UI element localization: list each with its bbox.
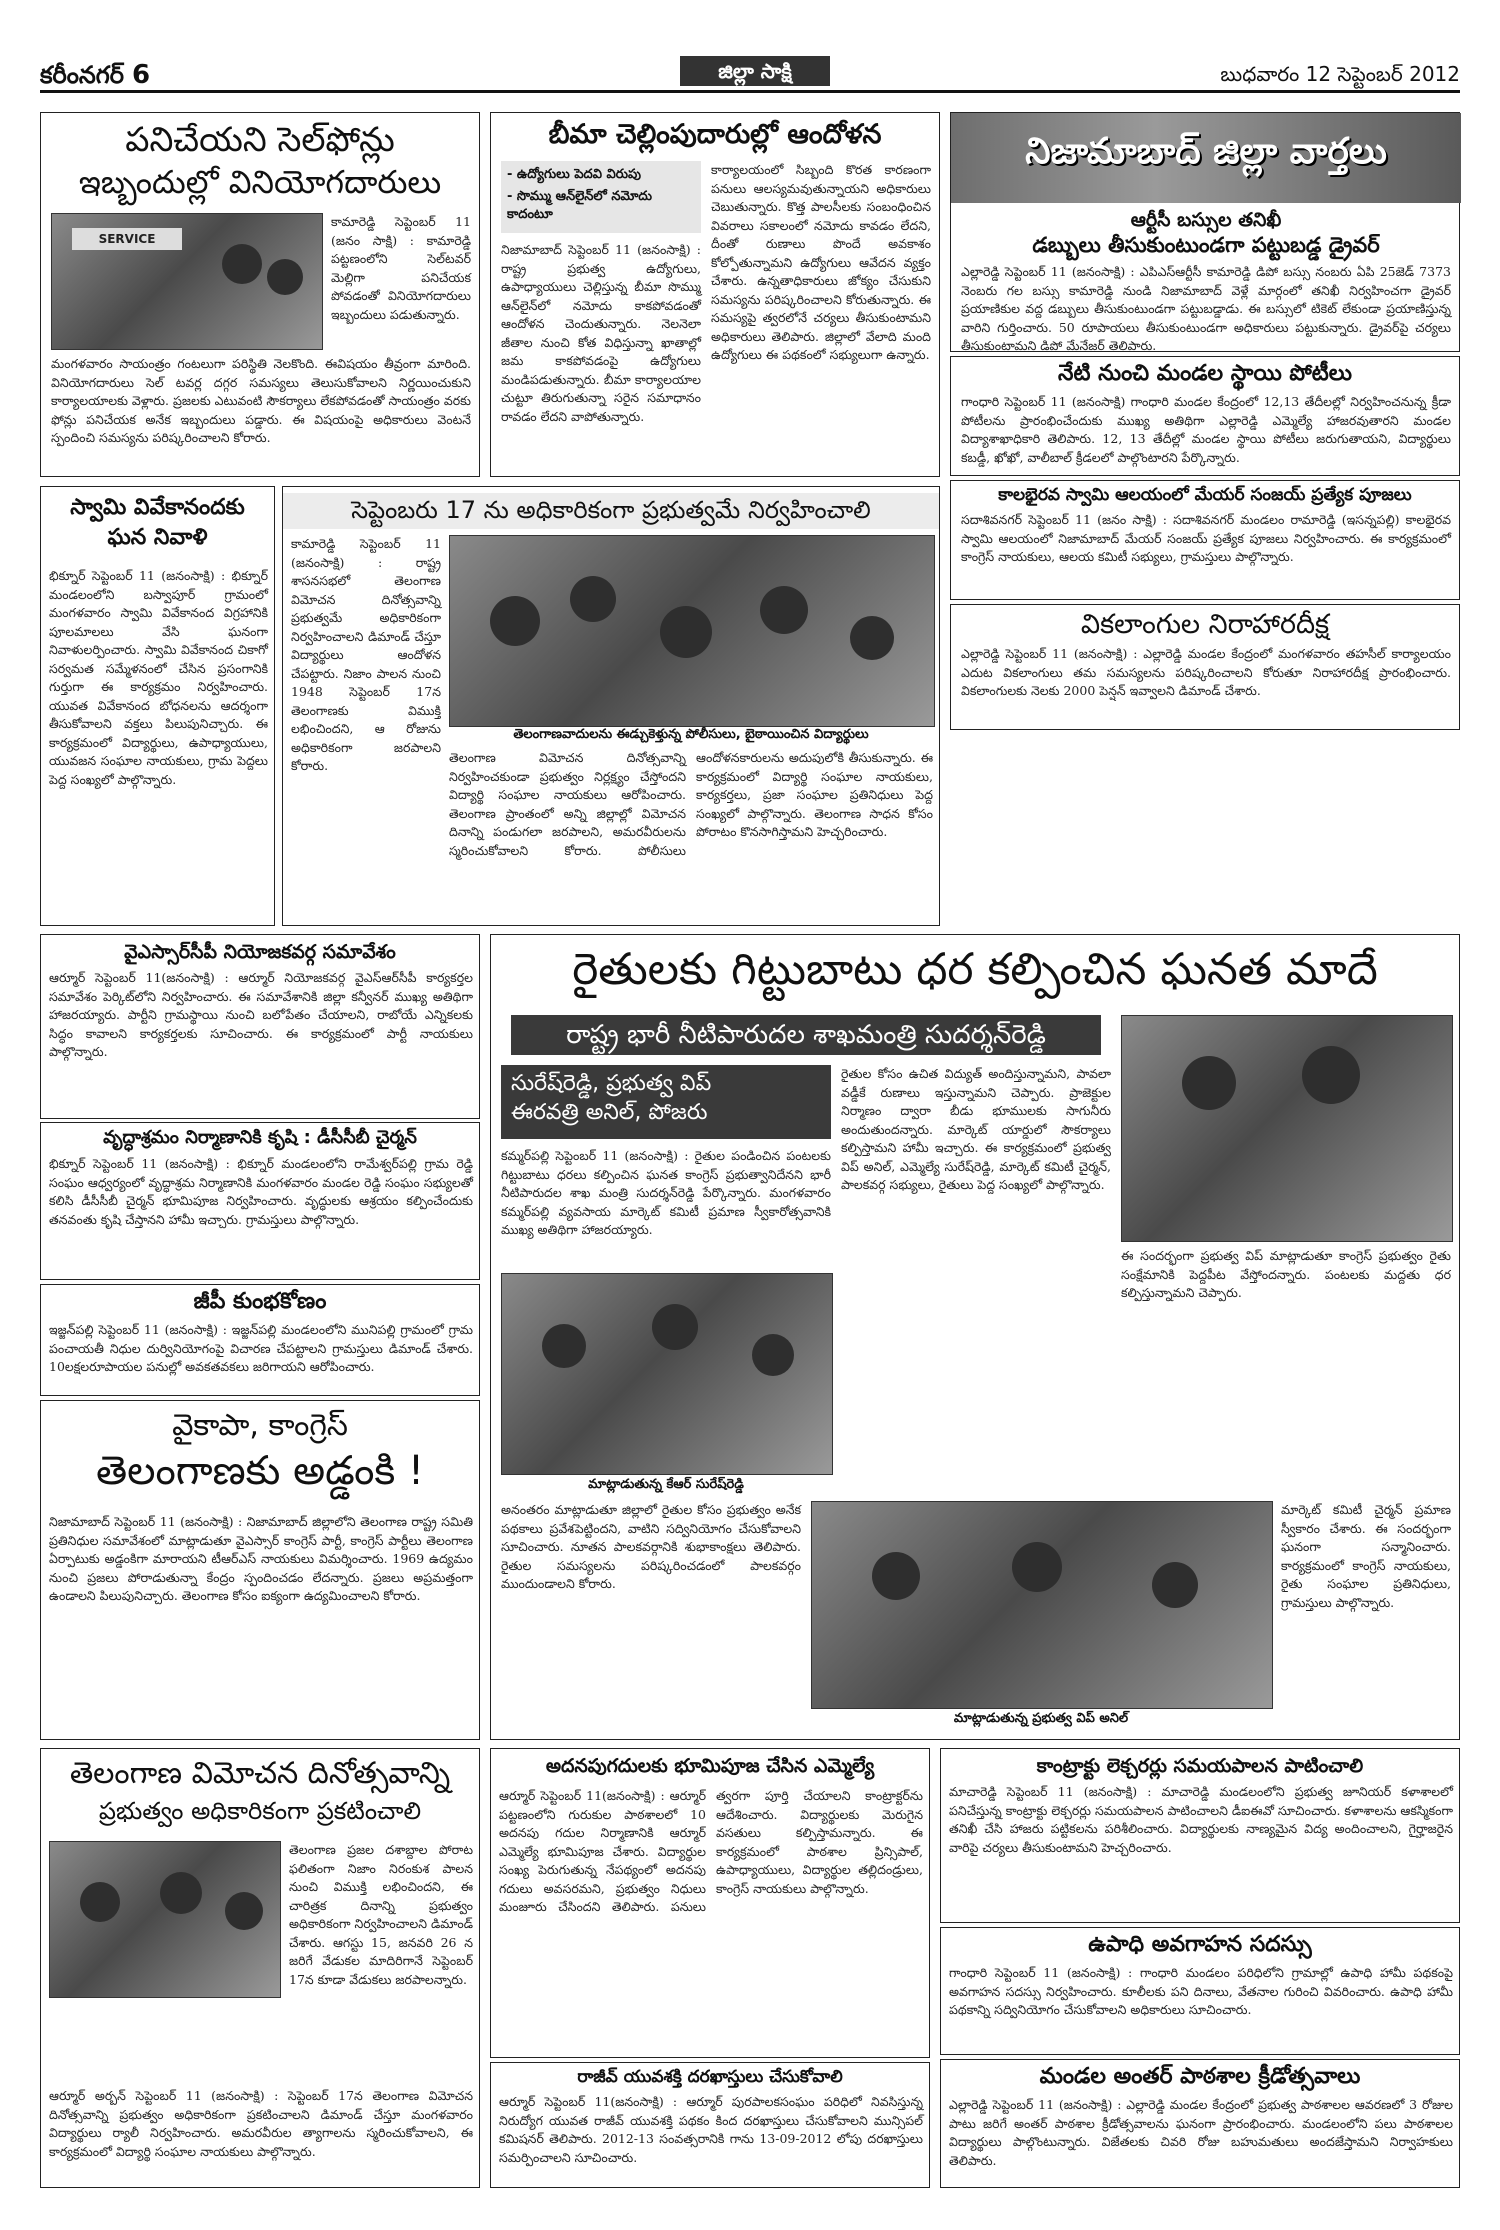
body-cellphones: మంగళవారం సాయంత్రం గంటలుగా పరిస్థితి నెలకొంది. ఈవిషయం తీవ్రంగా మారింది. వినియోగదారులు సెల్ టవర్ల దగ్గర సమస్యలు తెలుసుకోవాలని నిర్ణయించుకుని కార్యాలయాలకు వెళ్లారు. ప్రజలకు ఎటువంటి సౌకర్యాలు లేకపోవడంతో సాయంత్రం వరకు ఫోన్లు పనిచేయక అనేక ఇబ్బందులు పడ్డారు. ఈ విషయంపై అధికారులు వెంటనే స్పందించి సమస్యను పరిష్కరించాలని కోరారు.	[51, 356, 471, 445]
article-sept17	[282, 486, 940, 926]
body-inter-school-sports: ఎల్లారెడ్డి సెప్టెంబర్ 11 (జనంసాక్షి) : ఎల్లారెడ్డి మండల కేంద్రంలో ప్రభుత్వ పాఠశాలల ఆవరణలో 3 రోజుల పాటు జరిగే అంతర్ పాఠశాల క్రీడోత్సవాలను ఘనంగా ప్రారంభించారు. మండలంలోని పలు పాఠశాలల విద్యార్థులు పాల్గొంటున్నారు. విజేతలకు చివరి రోజు బహుమతులు అందజేస్తామని నిర్వాహకులు తెలిపారు.	[949, 2097, 1453, 2168]
body-farmers-bottom: అనంతరం మాట్లాడుతూ జిల్లాలో రైతుల కోసం ప్రభుత్వం అనేక పథకాలు ప్రవేశపెట్టిందని, వాటిని సద్వినియోగం చేసుకోవాలని సూచించారు. నూతన పాలకవర్గానికి శుభాకాంక్షలు తెలిపారు. రైతుల సమస్యలను పరిష్కరించడంలో పాలకవర్గం ముందుండాలని కోరారు.	[501, 1502, 801, 1591]
photo-speech-anil	[811, 1501, 1273, 1709]
headline-mandal-sports: నేటి నుంచి మండల స్థాయి పోటీలు	[1058, 361, 1352, 386]
article-kalabhairava	[950, 480, 1460, 600]
sidebar-speakers	[501, 1065, 831, 1139]
caption-speech-suresh: మాట్లాడుతున్న కేఆర్ సురేష్‌రెడ్డి	[588, 1477, 744, 1492]
caption-student-protest: తెలంగాణవాదులను ఈడ్చుకెళ్తున్న పోలీసులు, బైఠాయించిన విద్యార్థులు	[513, 727, 869, 742]
headline-old-age-home: వృద్ధాశ్రమం నిర్మాణానికి కృషి : డీసీసీబీ చైర్మన్	[103, 1127, 417, 1148]
body-liberation-day: ఆర్మూర్ అర్బన్ సెప్టెంబర్ 11 (జనంసాక్షి) : సెప్టెంబర్ 17న తెలంగాణ విమోచన దినోత్సవాన్ని ప్రభుత్వం అధికారికంగా ప్రకటించాలని డిమాండ్ చేస్తూ మంగళవారం విద్యార్థులు ర్యాలీ నిర్వహించారు. అమరవీరుల త్యాగాలను స్మరించుకోవాలని, ఈ కార్యక్రమంలో విద్యార్థి సంఘాల నాయకులు పాల్గొన్నారు.	[49, 2088, 473, 2159]
issue-date: బుధవారం 12 సెప్టెంబర్ 2012	[1220, 62, 1460, 86]
insurance-bullet-2: - సొమ్ము ఆన్‌లైన్‌లో నమోదు కాదంటూ	[507, 189, 653, 222]
article-inter-school-sports	[940, 2059, 1460, 2188]
body-contract-lecturers: మాచారెడ్డి సెప్టెంబర్ 11 (జనంసాక్షి) : మాచారెడ్డి మండలంలోని ప్రభుత్వ జూనియర్ కళాశాలలో పనిచేస్తున్న కాంట్రాక్టు లెక్చరర్లు సమయపాలన పాటించాలని డీఐఈవో సూచించారు. కళాశాలను ఆకస్మికంగా తనిఖీ చేసి హాజరు పట్టికలను పరిశీలించారు. విద్యార్థులకు నాణ్యమైన విద్య అందించాలని, గైర్హాజరైన వారిపై చర్యలు తీసుకుంటామని హెచ్చరించారు.	[949, 1784, 1453, 1855]
body-farmers-left: కమ్మర్‌పల్లి సెప్టెంబర్ 11 (జనంసాక్షి) : రైతుల పండించిన పంటలకు గిట్టుబాటు ధరలు కల్పించిన ఘనత కాంగ్రెస్ ప్రభుత్వానిదేనని భారీ నీటిపారుదల శాఖ మంత్రి సుదర్శన్‌రెడ్డి పేర్కొన్నారు. మంగళవారం కమ్మర్‌పల్లి వ్యవసాయ మార్కెట్ కమిటీ ప్రమాణ స్వీకారోత్సవానికి ముఖ్య అతిథిగా హాజరయ్యారు.	[501, 1148, 831, 1237]
headline-liberation-day-2: ప్రభుత్వం అధికారికంగా ప్రకటించాలి	[98, 1796, 422, 1825]
caption-speech-anil: మాట్లాడుతున్న ప్రభుత్వ విప్ అనిల్	[953, 1711, 1129, 1726]
body-upadhi-awareness: గాంధారి సెప్టెంబర్ 11 (జనంసాక్షి) : గాంధారి మండలం పరిధిలోని గ్రామాల్లో ఉపాధి హామీ పథకంపై అవగాహన సదస్సు నిర్వహించారు. కూలీలకు పని దినాలు, వేతనాల గురించి వివరించారు. ఉపాధి హామీ పథకాన్ని సద్వినియోగం చేసుకోవాలని అధికారులు సూచించారు.	[949, 1965, 1453, 2017]
body-mandal-sports: గాంధారి సెప్టెంబర్ 11 (జనంసాక్షి) గాంధారి మండల కేంద్రంలో 12,13 తేదీలల్లో నిర్వహించనున్న క్రీడా పోటీలను ప్రారంభించేందుకు ముఖ్య అతిథిగా ఎల్లారెడ్డి ఎమ్మెల్యే హాజరవుతారని మండల విద్యాశాఖాధికారి తెలిపారు. 12, 13 తేదీల్లో మండల స్థాయి పోటీలు జరుగుతాయని, విద్యార్థులు కబడ్డీ, ఖోఖో, వాలీబాల్ క్రీడలలో పాల్గొంటారని పేర్కొన్నారు.	[961, 394, 1451, 465]
photo-cellphone-shop	[51, 213, 323, 350]
headline-contract-lecturers: కాంట్రాక్టు లెక్చరర్లు సమయపాలన పాటించాలి	[1036, 1755, 1364, 1777]
body-old-age-home: భిక్నూర్ సెప్టెంబర్ 11 (జనంసాక్షి) : భిక్నూర్ మండలంలోని రామేశ్వర్‌పల్లి గ్రామ రెడ్డి సంఘం ఆధ్వర్యంలో వృద్ధాశ్రమ నిర్మాణానికి మంగళవారం మండల రెడ్డి సంఘం సభ్యులతో కలిసి డీసీసీబీ చైర్మన్ భూమిపూజ నిర్వహించారు. వృద్ధులకు ఆశ్రయం కల్పించేందుకు తనవంతు కృషి చేస్తానని హామీ ఇచ్చారు. గ్రామస్తులు పాల్గొన్నారు.	[49, 1156, 473, 1227]
photo-student-protest	[449, 535, 935, 727]
body-sept17-left: కామారెడ్డి సెప్టెంబర్ 11 (జనంసాక్షి) : రాష్ట్ర శాసనసభలో తెలంగాణ విమోచన దినోత్సవాన్ని ప్రభుత్వమే అధికారికంగా నిర్వహించాలని డిమాండ్ చేస్తూ విద్యార్థులు ఆందోళన చేపట్టారు. నిజాం పాలన నుంచి 1948 సెప్టెంబర్ 17న తెలంగాణకు విముక్తి లభించిందని, ఆ రోజును అధికారికంగా జరపాలని కోరారు.	[291, 536, 441, 773]
body-disabled-strike: ఎల్లారెడ్డి సెప్టెంబర్ 11 (జనంసాక్షి) : ఎల్లారెడ్డి మండల కేంద్రంలో మంగళవారం తహసీల్ కార్యాలయం ఎదుట వికలాంగులు తమ సమస్యలను పరిష్కరించాలని కోరుతూ నిరాహారదీక్ష ప్రారంభించారు. వికలాంగులకు నెలకు 2000 పెన్షన్ ఇవ్వాలని డిమాండ్ చేశారు.	[961, 646, 1451, 698]
headline-vivekananda-1: స్వామి వివేకానందకు	[70, 495, 245, 520]
article-contract-lecturers	[940, 1748, 1460, 1923]
headline-cellphones-2: ఇబ్బందుల్లో వినియోగదారులు	[78, 163, 442, 202]
headline-liberation-day-1: తెలంగాణ విమోచన దినోత్సవాన్ని	[69, 1756, 451, 1791]
body-gp-scam: ఇజ్జన్‌పల్లి సెప్టెంబర్ 11 (జనంసాక్షి) : ఇజ్జన్‌పల్లి మండలంలోని మునిపల్లి గ్రామంలో గ్రామ పంచాయతీ నిధుల దుర్వినియోగంపై విచారణ చేపట్టాలని గ్రామస్తులు డిమాండ్ చేశారు. 10లక్షలరూపాయల పనుల్లో అవకతవకలు జరిగాయని ఆరోపించారు.	[49, 1322, 473, 1374]
insurance-bullets	[501, 161, 701, 233]
body-ysrcp-meeting: ఆర్మూర్ సెప్టెంబర్ 11(జనంసాక్షి) : ఆర్మూర్ నియోజకవర్గ వైఎస్ఆర్‌సీపీ కార్యకర్తల సమావేశం పెర్కిట్‌లోని నిర్వహించారు. ఈ సమావేశానికి జిల్లా కన్వీనర్ ముఖ్య అతిథిగా హాజరయ్యారు. పార్టీని గ్రామస్థాయి నుంచి బలోపేతం చేయాలని, రాబోయే ఎన్నికలకు సిద్ధం కావాలని కార్యకర్తలకు సూచించారు. ఈ కార్యక్రమంలో పార్టీ నాయకులు పాల్గొన్నారు.	[49, 970, 473, 1059]
article-vivekananda	[40, 486, 275, 926]
headline-ysrcp-meeting: వైఎస్సార్‌సీపీ నియోజకవర్గ సమావేశం	[124, 941, 396, 963]
body-insurance-right: కార్యాలయంలో సిబ్బంది కొరత కారణంగా పనులు ఆలస్యమవుతున్నాయని అధికారులు చెబుతున్నారు. కొత్త పాలసీలకు సంబంధించిన వివరాలు సకాలంలో నమోదు కావడం లేదని, దీంతో రుణాలు పొందే అవకాశం కోల్పోతున్నామని ఉద్యోగులు ఆవేదన వ్యక్తం చేశారు. ఉన్నతాధికారులు జోక్యం చేసుకుని సమస్యను పరిష్కరించాలని కోరుతున్నారు. ఈ సమస్యపై త్వరలోనే చర్యలు తీసుకుంటామని అధికారులు తెలిపారు. జిల్లాలో వేలాది మంది ఉద్యోగులు ఈ పథకంలో సభ్యులుగా ఉన్నారు.	[711, 162, 931, 362]
article-disabled-strike	[950, 604, 1460, 730]
body-liberation-day-side: తెలంగాణ ప్రజల దశాబ్దాల పోరాట ఫలితంగా నిజాం నిరంకుశ పాలన నుంచి విముక్తి లభించిందని, ఈ చారిత్రక దినాన్ని ప్రభుత్వం అధికారికంగా నిర్వహించాలని డిమాండ్ చేశారు. ఆగస్టు 15, జనవరి 26 న జరిగే వేడుకల మాదిరిగానే సెప్టెంబర్ 17న కూడా వేడుకలు జరపాలన్నారు.	[289, 1842, 473, 1987]
body-classrooms: ఆర్మూర్ సెప్టెంబర్ 11(జనంసాక్షి) : ఆర్మూర్ పట్టణంలోని గురుకుల పాఠశాలలో 10 అదనపు గదుల నిర్మాణానికి ఆర్మూర్ ఎమ్మెల్యే భూమిపూజ చేశారు. విద్యార్థుల సంఖ్య పెరుగుతున్న నేపథ్యంలో అదనపు గదులు అవసరమని, ప్రభుత్వం నిధులు మంజూరు చేసిందని తెలిపారు. పనులు త్వరగా పూర్తి చేయాలని కాంట్రాక్టర్‌ను ఆదేశించారు. విద్యార్థులకు మెరుగైన వసతులు కల్పిస్తామన్నారు. ఈ కార్యక్రమంలో పాఠశాల ప్రిన్సిపాల్, ఉపాధ్యాయులు, విద్యార్థుల తల్లిదండ్రులు, కాంగ్రెస్ నాయకులు పాల్గొన్నారు.	[499, 1788, 923, 1914]
body-ysrcp-congress: నిజామాబాద్ సెప్టెంబర్ 11 (జనంసాక్షి) : నిజామాబాద్ జిల్లాలోని తెలంగాణ రాష్ట్ర సమితి ప్రతినిధుల సమావేశంలో మాట్లాడుతూ వైఎస్సార్ కాంగ్రెస్ పార్టీ, కాంగ్రెస్ పార్టీలు తెలంగాణ ఏర్పాటుకు అడ్డంకిగా మారాయని టీఆర్ఎస్ నాయకులు విమర్శించారు. 1969 ఉద్యమం నుంచి ప్రజలు పోరాడుతున్నా కేంద్రం స్పందించడం లేదన్నారు. ప్రజలు అప్రమత్తంగా ఉండాలని పిలుపునిచ్చారు. తెలంగాణ కోసం ఐక్యంగా ఉద్యమించాలని కోరారు.	[49, 1514, 473, 1603]
photo-speech-suresh	[501, 1273, 833, 1475]
article-gp-scam	[40, 1284, 480, 1396]
speaker-line-2: ఈరవత్రి అనిల్, పోజరు	[511, 1100, 708, 1126]
page-header	[40, 58, 1460, 93]
headline-farmers-price: రైతులకు గిట్టుబాటు ధర కల్పించిన ఘనత మాదే	[572, 944, 1378, 995]
headline-rtc-2: డబ్బులు తీసుకుంటుండగా పట్టుబడ్డ డ్రైవర్	[1032, 233, 1380, 257]
body-vivekananda: భిక్నూర్ సెప్టెంబర్ 11 (జనంసాక్షి) : భిక్నూర్ మండలంలోని బస్వాపూర్ గ్రామంలో మంగళవారం స్వామి వివేకానంద విగ్రహానికి పూలమాలలు వేసి ఘనంగా నివాళులర్పించారు. స్వామి వివేకానంద చికాగో సర్వమత సమ్మేళనంలో చేసిన ప్రసంగానికి గుర్తుగా ఈ కార్యక్రమం నిర్వహించారు. యువత వివేకానంద బోధనలను ఆదర్శంగా తీసుకోవాలని వక్తలు పిలుపునిచ్చారు. ఈ కార్యక్రమంలో విద్యార్థులు, ఉపాధ్యాయులు, యువజన సంఘాల నాయకులు, గ్రామ పెద్దలు పెద్ద సంఖ్యలో పాల్గొన్నారు.	[49, 568, 268, 787]
article-mandal-sports	[950, 356, 1460, 476]
article-rajiv-yuvashakti	[490, 2062, 930, 2188]
edition-name: కరీంనగర్	[40, 61, 124, 89]
body-farmers-right: ఈ సందర్భంగా ప్రభుత్వ విప్ మాట్లాడుతూ కాంగ్రెస్ ప్రభుత్వం రైతు సంక్షేమానికి పెద్దపీట వేస్తోందన్నారు. పంటలకు మద్దతు ధర కల్పిస్తున్నామని చెప్పారు.	[1121, 1248, 1451, 1300]
body-rajiv-yuvashakti: ఆర్మూర్ సెప్టెంబర్ 11(జనంసాక్షి) : ఆర్మూర్ పురపాలకసంఘం పరిధిలో నివసిస్తున్న నిరుద్యోగ యువత రాజీవ్ యువశక్తి పథకం కింద దరఖాస్తులు చేసుకోవాలని మున్సిపల్ కమిషనర్ తెలిపారు. 2012-13 సంవత్సరానికి గాను 13-09-2012 లోపు దరఖాస్తులు సమర్పించాలని సూచించారు.	[499, 2094, 923, 2165]
speaker-line-1: సురేష్‌రెడ్డి, ప్రభుత్వ విప్	[511, 1071, 712, 1096]
photo-student-rally	[49, 1841, 281, 1998]
headline-kalabhairava: కాలభైరవ స్వామి ఆలయంలో మేయర్ సంజయ్ ప్రత్యేక పూజలు	[998, 485, 1412, 505]
headline-rtc-1: ఆర్టీసీ బస్సుల తనిఖీ	[1130, 209, 1282, 231]
masthead-logo: జిల్లా సాక్షి	[680, 56, 830, 86]
article-ysrcp-congress	[40, 1400, 480, 1740]
article-rtc-check	[950, 112, 1460, 352]
insurance-bullet-1: - ఉద్యోగులు పెదవి విరుపు	[507, 167, 641, 182]
article-old-age-home	[40, 1122, 480, 1280]
body-farmers-mid: రైతుల కోసం ఉచిత విద్యుత్ అందిస్తున్నామని, పావలా వడ్డీకే రుణాలు ఇస్తున్నామని చెప్పారు. ప్రాజెక్టుల నిర్మాణం ద్వారా బీడు భూములకు సాగునీరు అందుతుందన్నారు. మార్కెట్ యార్డులో సౌకర్యాలు కల్పిస్తామని హామీ ఇచ్చారు. ఈ కార్యక్రమంలో ప్రభుత్వ విప్ అనిల్, ఎమ్మెల్యే సురేష్‌రెడ్డి, మార్కెట్ కమిటీ చైర్మన్, పాలకవర్గ సభ్యులు, రైతులు పెద్ద సంఖ్యలో పాల్గొన్నారు.	[841, 1066, 1111, 1192]
district-news-title: నిజామాబాద్ జిల్లా వార్తలు	[1025, 131, 1387, 172]
body-rtc: ఎల్లారెడ్డి సెప్టెంబర్ 11 (జనంసాక్షి) : ఎపిఎస్ఆర్టీసీ కామారెడ్డి డిపో బస్సు నంబరు ఏపి 25జెడ్ 7373 నెంబరు గల బస్సు కామారెడ్డి నుండి నిజామాబాద్ వెళ్లే మార్గంలో తనిఖీ నిర్వహించగా డ్రైవర్ ప్రయాణికుల వద్ద డబ్బులు తీసుకుంటుండగా పట్టుబడ్డాడు. ఈ బస్సులో టికెట్ లేకుండా ప్రయాణిస్తున్న వారిని గుర్తించారు. 50 రూపాయలు తీసుకుంటుండగా అధికారులు పట్టుకున్నారు. డ్రైవర్‌పై చర్యలు తీసుకుంటామని డిపో మేనేజర్ తెలిపారు.	[961, 264, 1451, 353]
shop-sign: SERVICE	[72, 228, 182, 250]
body-insurance-left: నిజామాబాద్ సెప్టెంబర్ 11 (జనంసాక్షి) : రాష్ట్ర ప్రభుత్వ ఉద్యోగులు, ఉపాధ్యాయులు చెల్లిస్తున్న బీమా సొమ్ము ఆన్‌లైన్‌లో నమోదు కాకపోవడంతో ఆందోళన చెందుతున్నారు. నెలనెలా జీతాల నుంచి కోత విధిస్తున్నా ఖాతాల్లో జమ కాకపోవడంపై ఉద్యోగులు మండిపడుతున్నారు. బీమా కార్యాలయాల చుట్టూ తిరుగుతున్నా సరైన సమాధానం రావడం లేదని వాపోతున్నారు.	[501, 242, 701, 424]
headline-gp-scam: జీపీ కుంభకోణం	[193, 1289, 327, 1314]
headline-insurance: బీమా చెల్లింపుదారుల్లో ఆందోళన	[548, 119, 882, 150]
headline-ysrcp-congress-2: తెలంగాణకు అడ్డంకి !	[96, 1447, 424, 1494]
headline-vivekananda-2: ఘన నివాళి	[107, 525, 208, 551]
headline-rajiv-yuvashakti: రాజీవ్ యువశక్తి దరఖాస్తులు చేసుకోవాలి	[577, 2067, 843, 2087]
body-farmers-side: మార్కెట్ కమిటీ చైర్మన్ ప్రమాణ స్వీకారం చేశారు. ఈ సందర్భంగా ఘనంగా సన్మానించారు. కార్యక్రమంలో కాంగ్రెస్ నాయకులు, రైతు సంఘాల ప్రతినిధులు, గ్రామస్తులు పాల్గొన్నారు.	[1281, 1502, 1451, 1610]
body-sept17-bottom: తెలంగాణ విమోచన దినోత్సవాన్ని నిర్వహించకుండా ప్రభుత్వం నిర్లక్ష్యం చేస్తోందని విద్యార్థి సంఘాల నాయకులు ఆరోపించారు. తెలంగాణ ప్రాంతంలో అన్ని జిల్లాల్లో విమోచన దినాన్ని పండుగలా జరపాలని, అమరవీరులను స్మరించుకోవాలని కోరారు. పోలీసులు ఆందోళనకారులను అదుపులోకి తీసుకున్నారు. ఈ కార్యక్రమంలో విద్యార్థి సంఘాల నాయకులు, కార్యకర్తలు, ప్రజా సంఘాల ప్రతినిధులు పెద్ద సంఖ్యలో పాల్గొన్నారు. తెలంగాణ సాధన కోసం పోరాటం కొనసాగిస్తామని హెచ్చరించారు.	[449, 750, 933, 858]
headline-ysrcp-congress-1: వైకాపా, కాంగ్రెస్	[172, 1408, 348, 1443]
headline-disabled-strike: వికలాంగుల నిరాహారదీక్ష	[1080, 609, 1330, 640]
headline-sept17: సెప్టెంబరు 17 ను అధికారికంగా ప్రభుత్వమే నిర్వహించాలి	[283, 493, 939, 529]
headline-classrooms: అదనపుగదులకు భూమిపూజ చేసిన ఎమ్మెల్యే	[545, 1755, 875, 1777]
article-liberation-day	[40, 1748, 480, 2188]
body-kalabhairava: సదాశివనగర్ సెప్టెంబర్ 11 (జనం సాక్షి) : సదాశివనగర్ మండలం రామారెడ్డి (ఇసన్నపల్లి) కాలభైరవ స్వామి ఆలయంలో నిజామాబాద్ మేయర్ సంజయ్ ప్రత్యేక పూజలు నిర్వహించారు. ఈ కార్యక్రమంలో కాంగ్రెస్ నాయకులు, ఆలయ కమిటీ సభ్యులు, గ్రామస్తులు పాల్గొన్నారు.	[961, 512, 1451, 564]
article-ysrcp-meeting	[40, 934, 480, 1119]
article-insurance	[490, 112, 940, 477]
article-classrooms	[490, 1748, 930, 2058]
edition-label	[40, 60, 150, 95]
district-news-banner	[951, 113, 1461, 203]
headline-inter-school-sports: మండల అంతర్ పాఠశాల క్రీడోత్సవాలు	[1039, 2064, 1361, 2089]
subheadline-minister: రాష్ట్ర భారీ నీటిపారుదల శాఖమంత్రి సుదర్శన్‌రెడ్డి	[511, 1015, 1101, 1055]
article-farmers-price	[490, 934, 1460, 1740]
headline-cellphones-1: పనిచేయని సెల్‌ఫోన్లు	[125, 120, 395, 160]
article-upadhi-awareness	[940, 1927, 1460, 2055]
page-number: 6	[132, 60, 151, 90]
body-cellphones-side: కామారెడ్డి సెప్టెంబర్ 11 (జనం సాక్షి) : కామారెడ్డి పట్టణంలోని సెల్‌టవర్ మెల్లిగా పనిచేయక పోవడంతో వినియోగదారులు ఇబ్బందులు పడుతున్నారు.	[331, 214, 471, 322]
headline-upadhi-awareness: ఉపాధి అవగాహన సదస్సు	[1088, 1932, 1312, 1957]
photo-felicitation	[1121, 1015, 1453, 1242]
article-cellphones	[40, 112, 480, 477]
